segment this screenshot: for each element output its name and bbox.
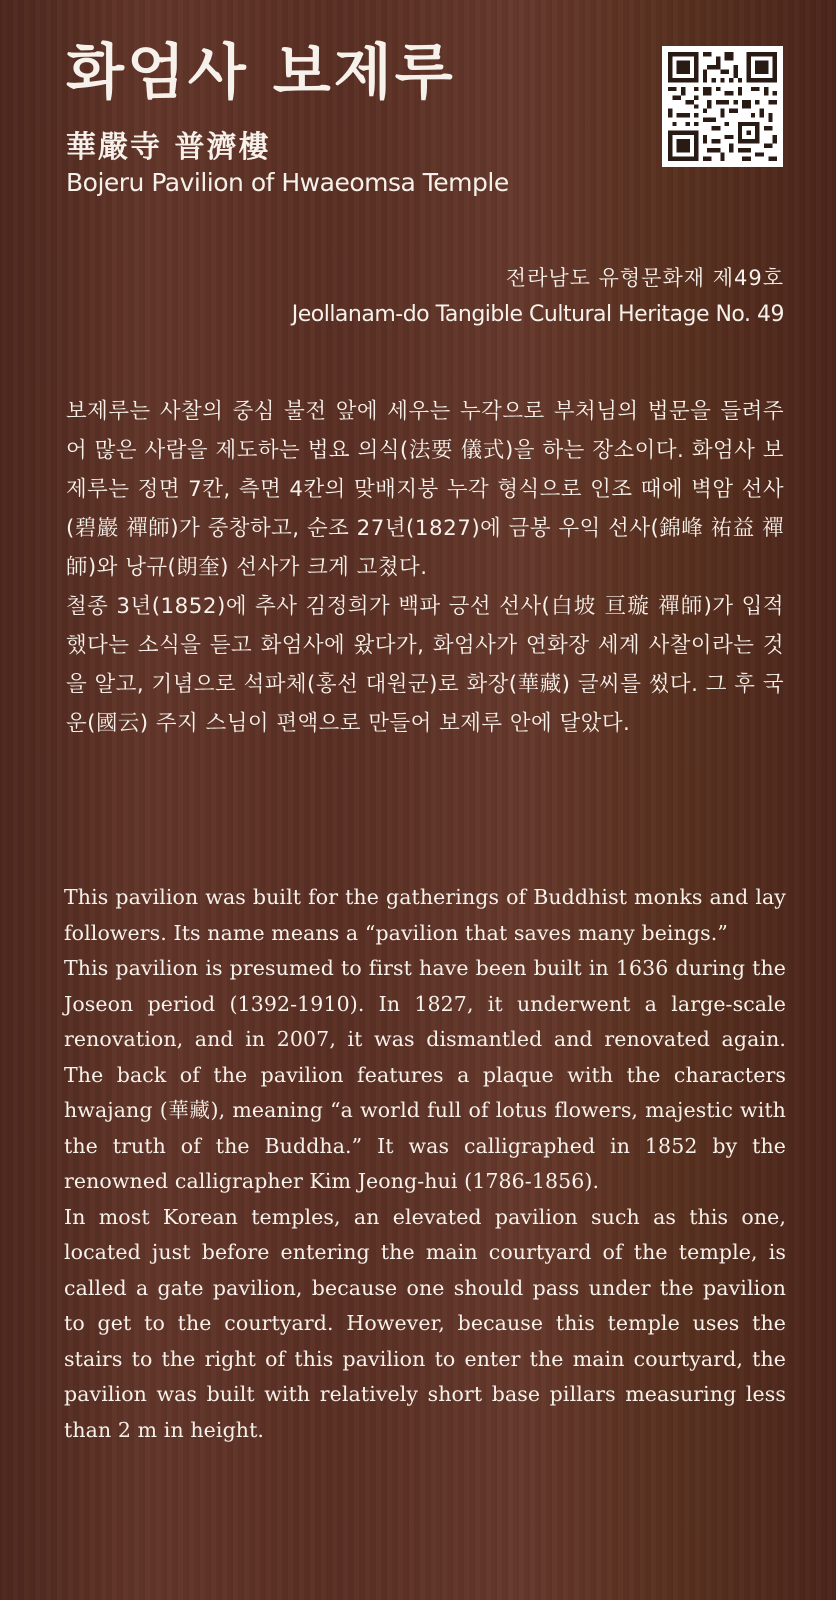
english-paragraph-2: This pavilion is presumed to first have been built in 1636 during the Joseon period (1392-1910). In 1827, it underwent a large-scale renovation, and in 2007, it was dismantled and renovated again. The back of the pavilion features a plaque with the characters hwajang (華藏), meaning “a world full of lotus flowers, majestic with the truth of the Buddha.” It was calligraphed in 1852 by the renowned calligrapher Kim Jeong-hui (1786-1856). bbox=[64, 956, 786, 1193]
title-english: Bojeru Pavilion of Hwaeomsa Temple bbox=[66, 168, 509, 197]
english-paragraph-1: This pavilion was built for the gatherings of Buddhist monks and lay followers. Its name means a “pavilion that saves many beings.” bbox=[64, 885, 786, 945]
korean-description bbox=[66, 392, 784, 743]
korean-paragraph-2: 철종 3년(1852)에 추사 김정희가 백파 긍선 선사(白坡 亘璇 禪師)가 입적했다는 소식을 듣고 화엄사에 왔다가, 화엄사가 연화장 세계 사찰이라는 것을 알고, 기념으로 석파체(홍선 대원군)로 화장(華藏) 글씨를 썼다. 그 후 국운(國云) 주지 스님이 편액으로 만들어 보제루 안에 달았다. bbox=[66, 594, 784, 736]
heritage-designation-korean: 전라남도 유형문화재 제49호 bbox=[505, 266, 784, 290]
qr-code-icon[interactable] bbox=[662, 46, 783, 167]
english-description bbox=[64, 880, 786, 1448]
heritage-designation-english: Jeollanam-do Tangible Cultural Heritage No. 49 bbox=[291, 302, 784, 327]
title-korean: 화엄사 보제루 bbox=[66, 38, 456, 108]
english-paragraph-3: In most Korean temples, an elevated pavilion such as this one, located just before entering the main courtyard of the temple, is called a gate pavilion, because one should pass under the pavilion to get to the courtyard. However, because this temple uses the stairs to the right of this pavilion to enter the main courtyard, the pavilion was built with relatively short base pillars measuring less than 2 m in height. bbox=[64, 1204, 786, 1442]
korean-paragraph-1: 보제루는 사찰의 중심 불전 앞에 세우는 누각으로 부처님의 법문을 들려주어 많은 사람을 제도하는 법요 의식(法要 儀式)을 하는 장소이다. 화엄사 보제루는 정면 7칸, 측면 4칸의 맞배지붕 누각 형식으로 인조 때에 벽암 선사(碧巖 禪師)가 중창하고, 순조 27년(1827)에 금봉 우익 선사(錦峰 祐益 禪師)와 낭규(朗奎) 선사가 크게 고쳤다. bbox=[66, 399, 784, 580]
qr-code-graphic bbox=[668, 52, 777, 161]
title-hanja: 華嚴寺 普濟樓 bbox=[66, 130, 271, 165]
